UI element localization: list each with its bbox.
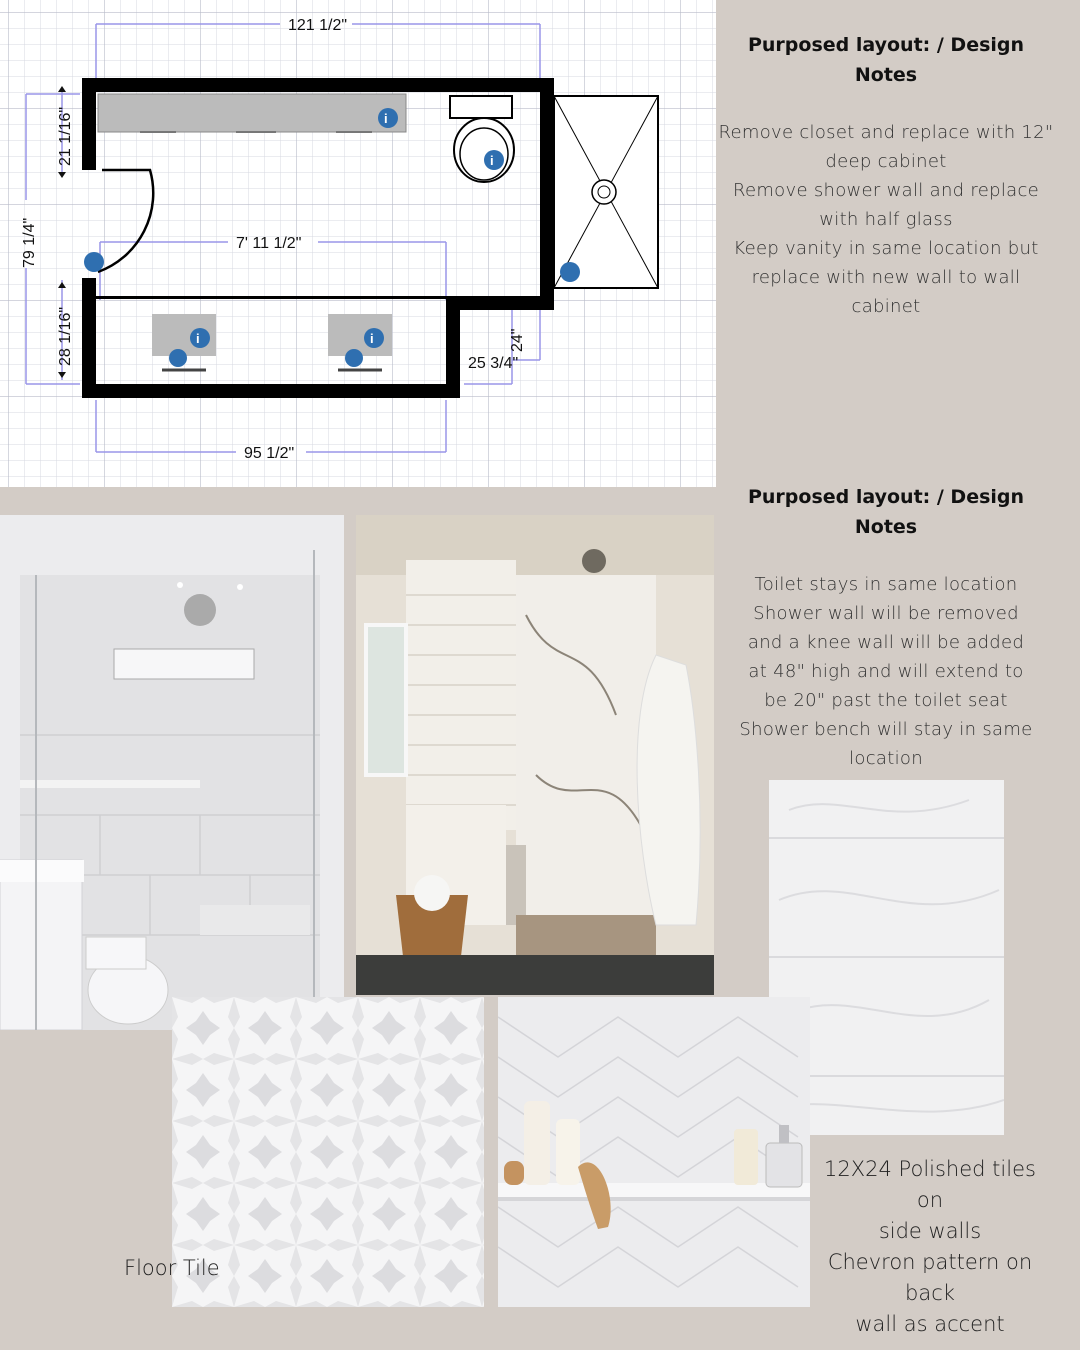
chevron-tile-photo	[498, 997, 810, 1307]
dim-top-width: 121 1/2"	[288, 17, 348, 34]
note-line: deep cabinet	[825, 151, 947, 172]
caption-line: 12X24 Polished tiles on	[824, 1157, 1036, 1212]
dim-left-total: 79 1/4"	[21, 217, 38, 268]
note-line: with half glass	[819, 209, 953, 230]
design-notes-top	[716, 30, 1056, 321]
svg-text:i: i	[384, 111, 388, 126]
note-line: location	[849, 748, 923, 769]
caption-line: wall as accent	[855, 1312, 1005, 1336]
dim-left-upper: 21 1/16"	[57, 106, 74, 166]
note-line: Shower bench will stay in same	[739, 719, 1033, 740]
svg-text:i: i	[370, 331, 374, 346]
floor-plan-drawing	[0, 0, 716, 487]
shower	[554, 96, 658, 288]
notes-mid-body	[726, 570, 1046, 773]
design-notes-mid	[726, 482, 1046, 773]
dim-notch-height: 24"	[509, 328, 526, 352]
floor-plan-panel	[0, 0, 716, 487]
note-line: at 48" high and will extend to	[748, 661, 1024, 682]
shower-photo-2	[356, 515, 714, 995]
shower-photo-1	[0, 515, 344, 1030]
wall-tile-caption	[816, 1154, 1044, 1340]
caption-line: Chevron pattern on	[827, 1250, 1033, 1274]
notes-mid-title-2: Notes	[854, 516, 918, 538]
caption-line: back	[905, 1281, 955, 1305]
svg-text:i: i	[196, 331, 200, 346]
notes-top-title: Purposed layout: / Design Notes	[747, 34, 1025, 86]
note-line: Remove closet and replace with 12"	[718, 122, 1054, 143]
notes-top-body	[716, 118, 1056, 321]
dim-notch-width: 25 3/4"	[468, 355, 519, 372]
note-line: be 20" past the toilet seat	[764, 690, 1008, 711]
dim-bottom-width: 95 1/2"	[244, 445, 295, 462]
note-line: Shower wall will be removed	[753, 603, 1019, 624]
note-line: Toilet stays in same location	[754, 574, 1018, 595]
dim-left-lower: 28 1/16"	[57, 306, 74, 366]
note-line: Keep vanity in same location but	[733, 238, 1039, 259]
toilet	[450, 96, 514, 182]
note-line: Remove shower wall and replace	[732, 180, 1040, 201]
caption-line: side walls	[878, 1219, 982, 1243]
cabinet	[98, 94, 406, 132]
dim-inner-width: 7' 11 1/2"	[236, 235, 302, 252]
floor-tile-caption: Floor Tile	[124, 1256, 220, 1280]
notes-mid-title-1: Purposed layout: / Design	[747, 486, 1025, 508]
note-line: replace with new wall to wall cabinet	[751, 267, 1021, 317]
note-line: and a knee wall will be added	[747, 632, 1025, 653]
svg-text:i: i	[490, 153, 494, 168]
